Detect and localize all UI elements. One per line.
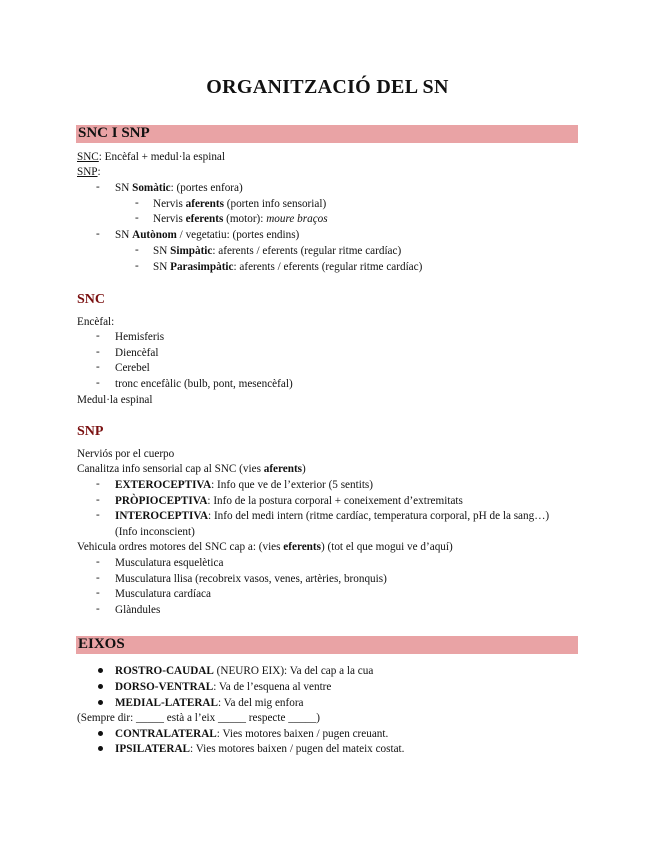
document-title: ORGANITZACIÓ DEL SN (206, 76, 449, 98)
medulla-label: Medul·la espinal (77, 394, 153, 406)
round-bullet (98, 668, 103, 673)
list-item: Glàndules (115, 604, 161, 616)
list-item: Hemisferis (115, 331, 165, 343)
section-band-snc-snp (76, 125, 578, 143)
snp-line-aferents: Canalitza info sensorial cap al SNC (vies aferents) (77, 463, 306, 475)
list-item: Diencèfal (115, 347, 159, 359)
rostro-caudal-line: ROSTRO-CAUDAL (NEURO EIX): Va del cap a la cua (115, 665, 374, 677)
round-bullet (98, 731, 103, 736)
dash-bullet: - (96, 603, 100, 615)
list-item: Cerebel (115, 362, 150, 374)
dash-bullet: - (135, 212, 139, 224)
snp-line-1: Nerviós por el cuerpo (77, 448, 175, 460)
sn-simpatic-line: SN Simpàtic: aferents / eferents (regular ritme cardíac) (153, 245, 402, 257)
list-item: Musculatura llisa (recobreix vasos, venes, artèries, bronquis) (115, 573, 387, 585)
dorso-ventral-line: DORSO-VENTRAL: Va de l’esquena al ventre (115, 681, 332, 693)
exteroceptiva-line: EXTEROCEPTIVA: Info que ve de l’exterior (5 sentits) (115, 479, 374, 491)
list-item: Musculatura cardíaca (115, 588, 211, 600)
interoceptiva-line: INTEROCEPTIVA: Info del medi intern (ritme cardíac, temperatura corporal, pH de la sang…) (115, 510, 550, 522)
dash-bullet: - (96, 181, 100, 193)
interoceptiva-continuation: (Info inconscient) (115, 526, 195, 538)
encefal-label: Encèfal: (77, 316, 115, 328)
dash-bullet: - (96, 572, 100, 584)
section-heading-eixos: EIXOS (78, 636, 125, 652)
round-bullet (98, 684, 103, 689)
dash-bullet: - (135, 244, 139, 256)
sn-somatic-line: SN Somàtic: (portes enfora) (115, 182, 243, 194)
dash-bullet: - (135, 197, 139, 209)
list-item: tronc encefàlic (bulb, pont, mesencèfal) (115, 378, 293, 390)
nervis-eferents-line: Nervis eferents (motor): moure braços (153, 213, 328, 225)
dash-bullet: - (96, 556, 100, 568)
sn-parasimpatic-line: SN Parasimpàtic: aferents / eferents (regular ritme cardíac) (153, 261, 423, 273)
snp-line-eferents: Vehicula ordres motores del SNC cap a: (vies eferents) (tot el que mogui ve d’aquí) (77, 541, 453, 553)
medial-lateral-line: MEDIAL-LATERAL: Va del mig enfora (115, 697, 304, 709)
dash-bullet: - (96, 509, 100, 521)
nervis-aferents-line: Nervis aferents (porten info sensorial) (153, 198, 327, 210)
dash-bullet: - (96, 587, 100, 599)
list-item: Musculatura esquelètica (115, 557, 224, 569)
sn-autonom-line: SN Autònom / vegetatiu: (portes endins) (115, 229, 300, 241)
dash-bullet: - (96, 478, 100, 490)
propioceptiva-line: PRÒPIOCEPTIVA: Info de la postura corporal + coneixement d’extremitats (115, 495, 463, 507)
dash-bullet: - (96, 228, 100, 240)
dash-bullet: - (135, 260, 139, 272)
dash-bullet: - (96, 346, 100, 358)
dash-bullet: - (96, 330, 100, 342)
round-bullet (98, 746, 103, 751)
ipsilateral-line: IPSILATERAL: Vies motores baixen / pugen del mateix costat. (115, 743, 405, 755)
section-heading-snc-snp: SNC I SNP (78, 125, 150, 141)
round-bullet (98, 700, 103, 705)
contralateral-line: CONTRALATERAL: Vies motores baixen / pugen creuant. (115, 728, 389, 740)
subheading-snp: SNP (77, 424, 104, 439)
snp-label-line: SNP: (77, 166, 101, 178)
dash-bullet: - (96, 494, 100, 506)
dash-bullet: - (96, 361, 100, 373)
snc-definition: SNC: Encèfal + medul·la espinal (77, 151, 225, 163)
subheading-snc: SNC (77, 292, 106, 307)
section-band-eixos (76, 636, 578, 654)
dash-bullet: - (96, 377, 100, 389)
axis-phrase-template: (Sempre dir: _____ està a l’eix _____ respecte _____) (77, 712, 320, 724)
